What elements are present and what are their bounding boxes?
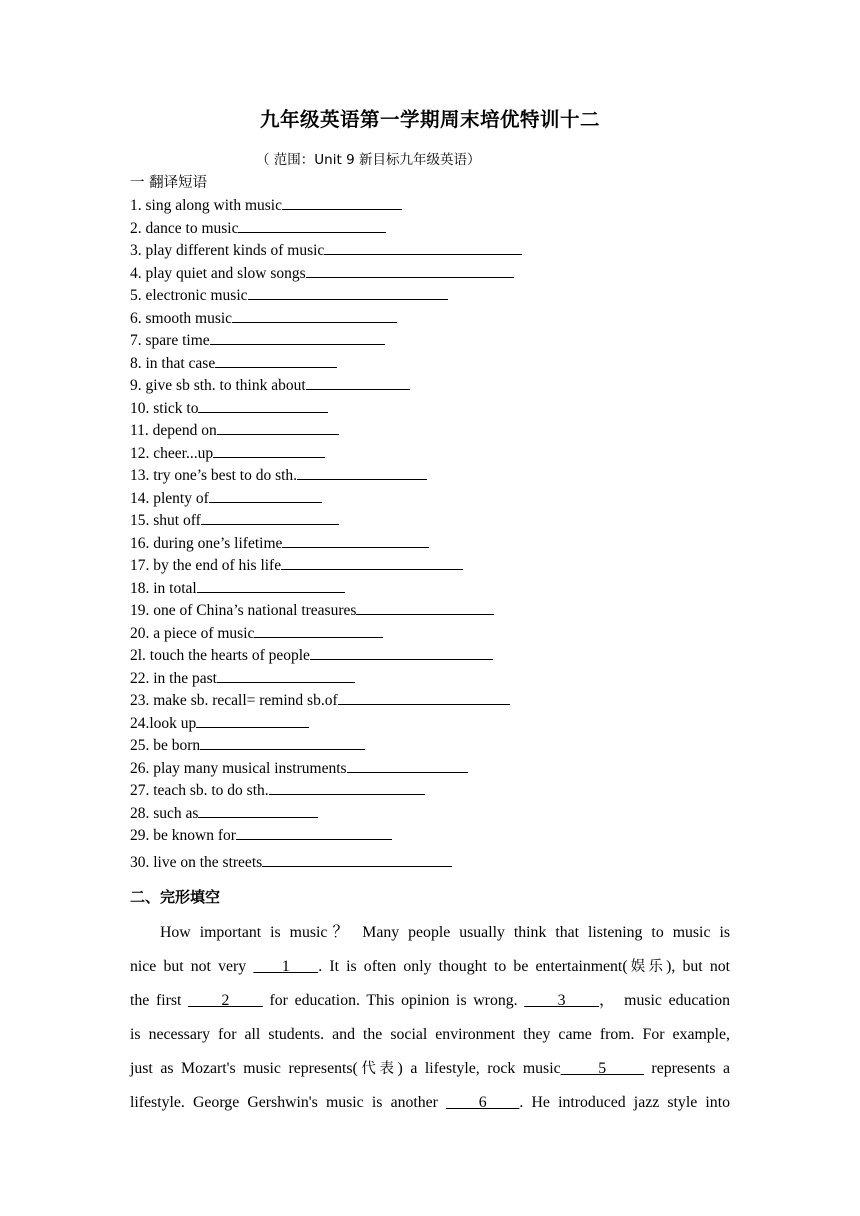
answer-blank[interactable]: [306, 374, 410, 390]
answer-blank[interactable]: [356, 599, 494, 615]
phrase-item: [130, 442, 770, 465]
phrase-item: [130, 824, 770, 847]
phrase-label: 5. electronic music: [130, 287, 248, 304]
scope-note: （ 范围：Unit 9 新目标九年级英语）: [256, 152, 481, 168]
passage-text: lifestyle. George Gershwin's music is another: [130, 1094, 447, 1111]
answer-blank[interactable]: [197, 577, 345, 593]
phrase-label: 16. during one’s lifetime: [130, 534, 283, 552]
passage-line: [130, 984, 730, 1018]
phrase-label: 10. stick to: [130, 399, 199, 417]
answer-blank[interactable]: [215, 352, 337, 368]
passage-text: ), but not: [666, 958, 731, 975]
phrase-label: 19. one of China’s national treasures: [130, 602, 357, 619]
phrase-label: 22. in the past: [130, 669, 217, 687]
phrase-label: 29. be known for: [130, 827, 236, 844]
phrase-label: 14. plenty of: [130, 489, 209, 507]
phrase-label: 3. play different kinds of music: [130, 242, 325, 259]
phrase-label: 27. teach sb. to do sth.: [130, 782, 269, 799]
answer-blank[interactable]: [217, 419, 339, 435]
passage-text: for education. This opinion is wrong.: [262, 992, 525, 1009]
answer-blank[interactable]: [254, 622, 383, 638]
answer-blank[interactable]: [310, 644, 493, 660]
phrase-item: [130, 329, 770, 352]
passage-line: [130, 950, 730, 984]
phrase-label: 4. play quiet and slow songs: [130, 264, 306, 282]
passage-text: represents a: [643, 1060, 731, 1077]
answer-blank[interactable]: [198, 802, 318, 818]
answer-blank[interactable]: [262, 851, 452, 867]
answer-blank[interactable]: [281, 554, 463, 570]
phrase-item: [130, 352, 770, 375]
phrase-item: [130, 712, 770, 735]
answer-blank[interactable]: [232, 307, 397, 323]
answer-blank[interactable]: [347, 757, 468, 773]
answer-blank[interactable]: [236, 824, 392, 840]
phrase-item: [130, 374, 770, 397]
phrase-label: 7. spare time: [130, 332, 210, 349]
phrase-item: [130, 239, 770, 262]
phrase-item: [130, 194, 770, 217]
answer-blank[interactable]: [297, 464, 427, 480]
cloze-blank-3[interactable]: 3: [524, 992, 599, 1009]
phrase-label: 26. play many musical instruments: [130, 759, 347, 777]
phrase-label: 24.look up: [130, 714, 197, 732]
answer-blank[interactable]: [338, 689, 510, 705]
passage-text: the first: [130, 992, 189, 1009]
phrase-label: 1. sing along with music: [130, 197, 282, 214]
passage-line: [130, 1052, 730, 1086]
answer-blank[interactable]: [198, 397, 328, 413]
passage-line: [130, 1086, 730, 1120]
cloze-blank-5[interactable]: 5: [560, 1060, 644, 1077]
answer-blank[interactable]: [209, 487, 322, 503]
passage-text: . It is often only thought to be entertainment(: [318, 958, 628, 975]
phrase-item: [130, 757, 770, 780]
answer-blank[interactable]: [200, 734, 365, 750]
phrase-item: [130, 734, 770, 757]
phrase-item: [130, 464, 770, 487]
phrase-label: 11. depend on: [130, 422, 217, 439]
cloze-blank-6[interactable]: 6: [446, 1094, 520, 1111]
passage-text: ， music education: [598, 992, 730, 1009]
phrase-label: 6. smooth music: [130, 309, 233, 327]
phrase-item: [130, 397, 770, 420]
cloze-blank-1[interactable]: 1: [253, 958, 319, 975]
phrase-item: [130, 532, 770, 555]
passage-cjk-gloss: 代表: [357, 1061, 398, 1077]
phrase-label: 30. live on the streets: [130, 853, 263, 871]
answer-blank[interactable]: [201, 509, 339, 525]
answer-blank[interactable]: [213, 442, 325, 458]
answer-blank[interactable]: [324, 239, 522, 255]
cloze-passage: [130, 916, 730, 1120]
answer-blank[interactable]: [282, 532, 429, 548]
passage-text: ) a lifestyle, rock music: [397, 1060, 561, 1077]
page-title: 九年级英语第一学期周末培优特训十二: [259, 108, 600, 131]
answer-blank[interactable]: [238, 217, 386, 233]
passage-line: [130, 1018, 730, 1052]
phrase-item: [130, 667, 770, 690]
phrase-label: 2l. touch the hearts of people: [130, 647, 310, 664]
phrase-item: [130, 779, 770, 802]
passage-text: just as Mozart's music represents(: [130, 1060, 358, 1077]
phrase-item: [130, 284, 770, 307]
answer-blank[interactable]: [217, 667, 355, 683]
phrase-item: [130, 599, 770, 622]
phrase-label: 28. such as: [130, 804, 199, 822]
answer-blank[interactable]: [269, 779, 425, 795]
phrase-item: [130, 577, 770, 600]
phrase-label: 12. cheer...up: [130, 444, 214, 462]
section-heading-translate: 一 翻译短语: [130, 175, 208, 191]
phrase-item: [130, 851, 770, 874]
passage-line: [130, 916, 730, 950]
phrase-label: 2. dance to music: [130, 219, 239, 237]
answer-blank[interactable]: [210, 329, 385, 345]
phrase-label: 18. in total: [130, 579, 197, 597]
cloze-blank-2[interactable]: 2: [188, 992, 263, 1009]
phrase-label: 20. a piece of music: [130, 624, 255, 642]
phrase-item: [130, 802, 770, 825]
phrase-item: [130, 487, 770, 510]
passage-cjk-gloss: 娱乐: [627, 959, 667, 975]
phrase-item: [130, 622, 770, 645]
phrase-label: 8. in that case: [130, 354, 216, 372]
phrase-label: 9. give sb sth. to think about: [130, 377, 306, 394]
phrase-item: [130, 217, 770, 240]
phrase-label: 15. shut off: [130, 512, 201, 529]
phrase-item: [130, 419, 770, 442]
answer-blank[interactable]: [306, 262, 514, 278]
phrase-label: 13. try one’s best to do sth.: [130, 467, 298, 484]
passage-text: How important is music？ Many people usually think that listening to music is: [160, 924, 730, 941]
phrase-label: 25. be born: [130, 737, 201, 754]
phrase-item: [130, 554, 770, 577]
phrase-item: [130, 262, 770, 285]
answer-blank[interactable]: [196, 712, 309, 728]
phrase-label: 17. by the end of his life: [130, 557, 282, 574]
phrase-item: [130, 689, 770, 712]
phrase-item: [130, 509, 770, 532]
phrase-label: 23. make sb. recall= remind sb.of: [130, 692, 338, 709]
phrase-item: [130, 307, 770, 330]
passage-text: . He introduced jazz style into: [519, 1094, 730, 1111]
answer-blank[interactable]: [248, 284, 448, 300]
answer-blank[interactable]: [282, 194, 402, 210]
phrase-item: [130, 644, 770, 667]
section-heading-cloze: 二、完形填空: [130, 888, 221, 906]
phrase-list: [130, 194, 770, 873]
passage-text: nice but not very: [130, 958, 254, 975]
passage-text: is necessary for all students. and the social environment they came from. For example,: [130, 1026, 730, 1043]
